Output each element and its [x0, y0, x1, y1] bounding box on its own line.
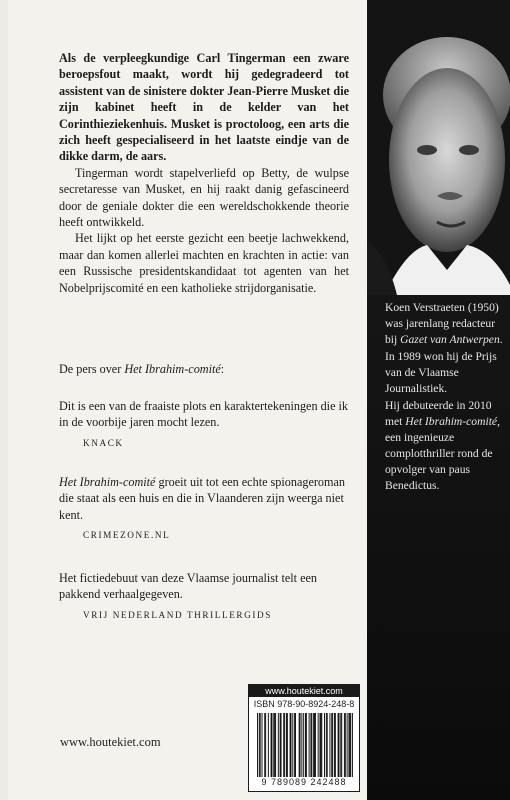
press-quote-vrij-nederland	[59, 570, 349, 623]
quote-book-title: Het Ibrahim-comité	[59, 475, 156, 489]
bio-career-end: .	[499, 333, 503, 346]
bio-debut-text: Hij debuteerde in 2010 met	[385, 399, 492, 428]
press-intro-text: De pers over	[59, 362, 125, 376]
author-photo	[367, 0, 510, 295]
press-intro-colon: :	[220, 362, 225, 376]
bio-award: In 1989 won hij de Prijs van de Vlaamse Journalistiek.	[385, 350, 497, 395]
quote-text	[59, 474, 349, 523]
quote-source: CRIMEZONE.NL	[83, 530, 171, 541]
blurb-paragraph-1: Als de verpleegkundige Carl Tingerman een zware beroepsfout maakt, wordt hij gedegradeerd tot assistent van de sinistere dokter Jean-Pierre Musket die zijn kabinet heeft in de kelder van het Corinthieziekenhuis. Musket is proctoloog, een arts die zich heeft gespecialiseerd in het laatste eindje van de dikke darm, de aars.	[59, 51, 349, 164]
blurb-paragraph-3: Het lijkt op het eerste gezicht een beetje lachwekkend, maar dan komen allerlei machten en krachten in actie: van een Russische presidentskandidaat tot agenten van het Nobelprijscomité en een katholieke strijdorganisatie.	[59, 231, 349, 295]
quote-body: groeit uit tot een echte spionageroman die staat als een huis en die in Vlaanderen zijn weerga niet kent.	[59, 475, 345, 522]
bio-debut-title: Het Ibrahim-comité	[405, 415, 498, 428]
barcode-number: 9 789089 242488	[261, 777, 347, 787]
blurb-paragraph-2: Tingerman wordt stapelverliefd op Betty, de wulpse secretaresse van Musket, en hij raakt danig gefascineerd door de geniale dokter die een wereldschokkende theorie heeft ontwikkeld.	[59, 165, 349, 230]
quote-text: Het fictiedebuut van deze Vlaamse journalist telt een pakkend verhaalgegeven.	[59, 571, 317, 602]
isbn-label: ISBN 978-90-8924-248-8	[253, 699, 355, 709]
quote-source: KNACK	[83, 437, 124, 448]
press-quote-knack	[59, 398, 349, 451]
quote-text: Dit is een van de fraaiste plots en karaktertekeningen die ik in de voorbije jaren mocht lezen.	[59, 399, 349, 430]
barcode-bars	[257, 713, 353, 777]
press-quote-crimezone	[59, 474, 349, 544]
back-cover-blurb	[59, 50, 349, 296]
bio-career-text: Koen Verstraeten (1950) was jarenlang redacteur bij	[385, 301, 499, 346]
isbn-barcode	[248, 684, 360, 792]
author-bio	[385, 300, 503, 494]
press-intro-book-title: Het Ibrahim-comité	[124, 362, 221, 376]
quote-source: VRIJ NEDERLAND THRILLERGIDS	[83, 609, 273, 620]
bio-debut	[385, 398, 503, 494]
publisher-website[interactable]: www.houtekiet.com	[60, 735, 161, 749]
bio-career	[385, 300, 503, 348]
barcode-website: www.houtekiet.com	[249, 685, 359, 697]
press-intro	[59, 362, 224, 377]
bio-newspaper: Gazet van Antwerpen	[400, 333, 500, 346]
spine-edge	[0, 0, 8, 800]
bio-debut-end: , een ingenieuze complotthriller rond de opvolger van paus Benedictus.	[385, 415, 500, 492]
